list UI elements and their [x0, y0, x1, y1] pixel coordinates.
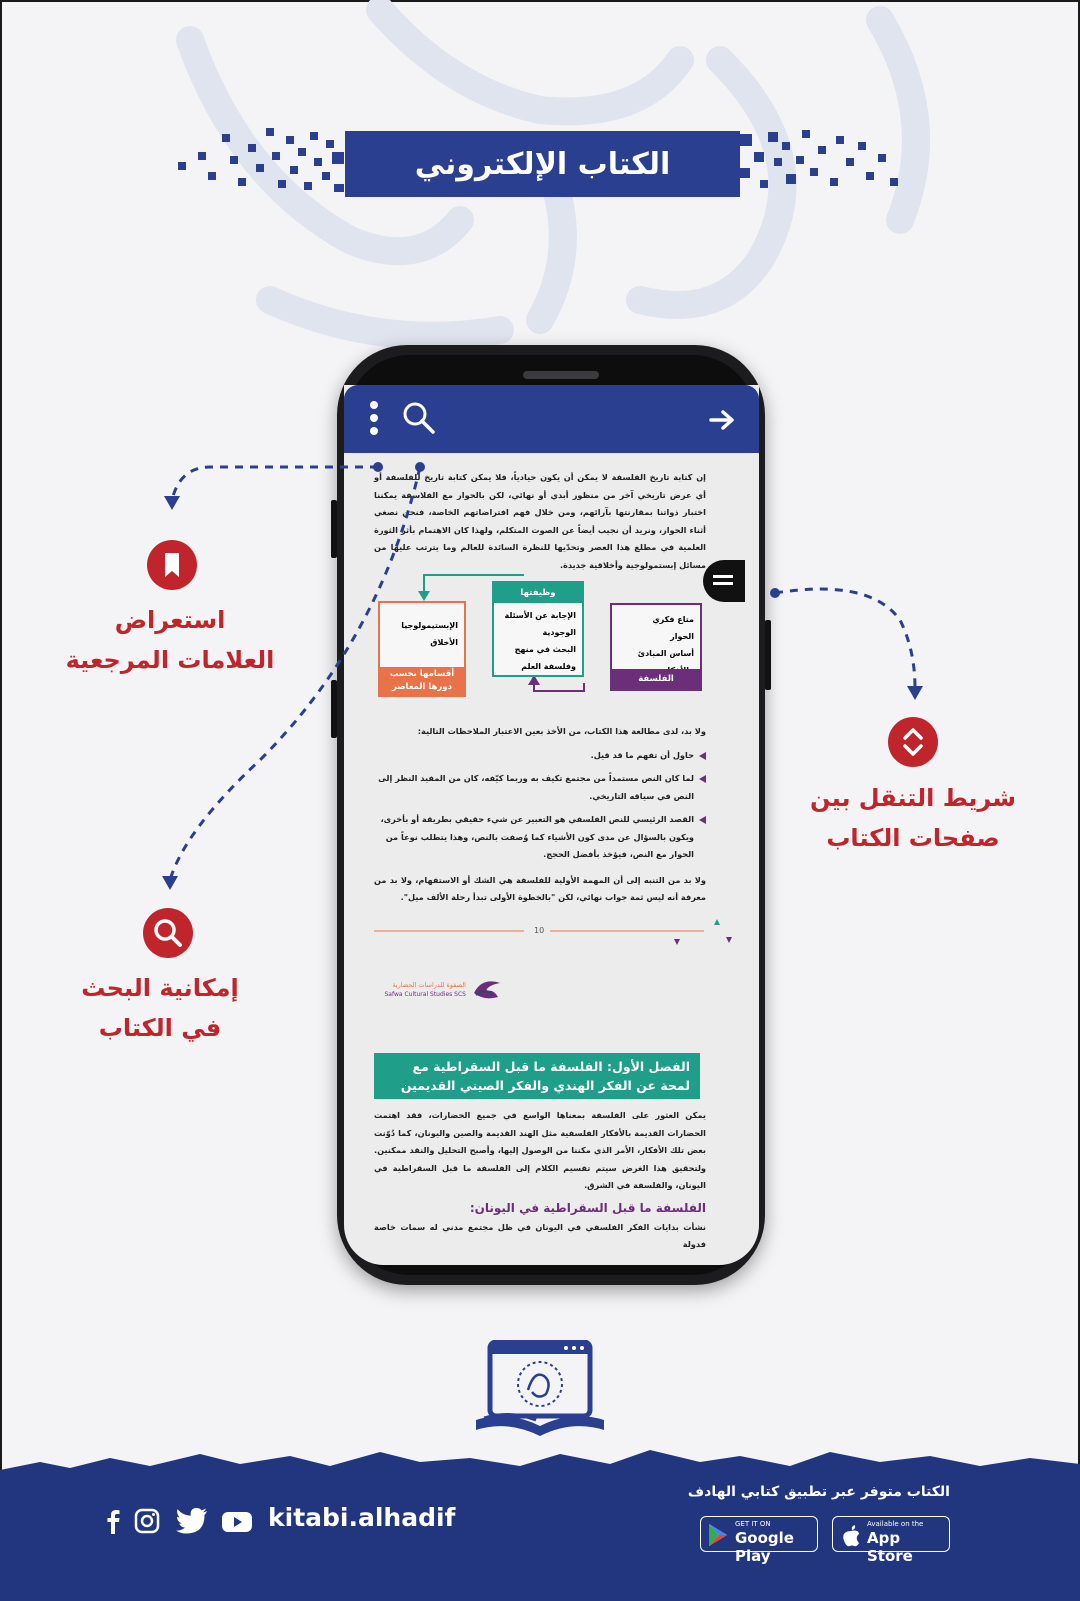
search-feature-badge — [143, 908, 193, 958]
page2-paragraph: يمكن العثور على الفلسفة بمعناها الواسع في جميع الحضارات، فقد اهتمت الحضارات القديمة بالأفكار الفلسفية مثل الهند القديمة والصين واليونان، كما دُوّنت بعض تلك الأفكار، الأمر الذي مكننا من الوصول إليها، وأصبح التحليل والنقد ممكنين. ولتحقيق هذا الغرض سيتم تقسيم الكلام إلى الفلسفة ما قبل السقراطية في اليونان، والفلسفة في الشرق. — [374, 1110, 706, 1190]
page1-paragraph: إن كتابة تاريخ الفلسفة لا يمكن أن يكون حيادياً، فلا يمكن كتابة تاريخ للفلسفة أو أي عرض تاريخي آخر من منظور أبدي أو نهائي، لكن بالحوار مع الفلاسفة يمكننا اختبار ذواتنا بمقارنتها بآرائهم، ومن خلال فهم افتراضاتهم الخاصة، فنحن نصغي أثناء الحوار، ونريد أن نجيب أيضاً عن الصوت المتكلم، ولهذا كان الاهتمام بأثر الثورة العلمية في مطلع هذا العصر وتحدّيها للنظرة السائدة للعالم وما يترتب عليها من مسائل إبستمولوجية وأخلاقية جديدة. — [374, 472, 706, 570]
google-play-icon — [707, 1523, 729, 1547]
apple-icon — [841, 1523, 861, 1547]
diagram-box-title: وظيفتها — [494, 583, 582, 603]
list-item: القصد الرئيسي للنص الفلسفي هو التعبير عن شيء حقيقي بطريقة أو بأخرى، ويكون بالسؤال عن مدى كون الأشياء كما وُصفت بالنص، وهذا يتطلب نوعاً من الحوار مع النص، فيؤخذ بأفضل الحجج. — [374, 811, 706, 864]
list-item: لما كان النص مستمداً من مجتمع تكيف به وربما كيّفه، كان من المفيد النظر إلى النص في سياقه التاريخي. — [374, 770, 706, 805]
app-availability-text: الكتاب متوفر عبر تطبيق كتابي الهادف — [687, 1484, 950, 1500]
diagram-item: الإبستيمولوجيا — [401, 621, 458, 630]
search-icon — [143, 908, 193, 958]
instagram-icon[interactable] — [134, 1508, 160, 1534]
search-feature-label — [30, 968, 290, 1048]
diagram-box-title: الفلسفة — [612, 669, 700, 689]
page-number: 10 — [534, 926, 545, 935]
closing-paragraph: ولا بد من التنبه إلى أن المهمة الأولية للفلسفة هي الشك أو الاستفهام، ولا بد من معرفة أنه ليس ثمة جواب نهائي، لكن "بالخطوة الأولى تبدأ رحلة الألف ميل". — [374, 874, 706, 902]
page2-last-line: نشأت بدايات الفكر الفلسفي في اليونان في ظل مجتمع مدني له سمات خاصة فدولة — [374, 1221, 706, 1249]
diagram-box-title: أقسامها بحسب دورها المعاصر — [380, 667, 464, 695]
youtube-icon[interactable] — [222, 1508, 252, 1534]
google-play-small: GET IT ON — [735, 1520, 771, 1528]
bookmarks-label-line2: العلامات المرجعية — [65, 646, 275, 674]
app-store-small: Available on the — [867, 1520, 924, 1528]
twitter-icon[interactable] — [176, 1508, 208, 1534]
diagram-item: الأخلاق — [430, 638, 458, 647]
facebook-icon[interactable] — [100, 1508, 126, 1534]
bookmark-icon — [147, 540, 197, 590]
diagram-item: البحث في منهج وفلسفة العلم — [514, 645, 576, 671]
navigation-label-line2: صفحات الكتاب — [826, 824, 1000, 852]
diagram-item: متاع فكري — [652, 615, 694, 624]
navigation-feature-label — [783, 778, 1043, 858]
up-down-chevrons-icon — [888, 717, 938, 767]
diagram-item: الحوار — [670, 632, 694, 641]
app-store-button[interactable] — [832, 1516, 950, 1565]
chapter-heading: الفصل الأول: الفلسفة ما قبل السقراطية مع لمحة عن الفكر الهندي والفكر الصيني القديمين — [374, 1053, 700, 1099]
notes-intro: ولا بد، لدى مطالعة هذا الكتاب، من الأخذ بعين الاعتبار الملاحظات التالية: — [417, 726, 706, 736]
kitabi-logo — [470, 1340, 610, 1440]
navigation-label-line1: شريط التنقل بين — [810, 784, 1016, 812]
page2-subheading: الفلسفة ما قبل السقراطية في اليونان: — [469, 1200, 706, 1215]
bookmark-feature-badge — [147, 540, 197, 590]
search-label-line1: إمكانية البحث — [81, 974, 239, 1002]
bookmarks-label-line1: استعراض — [114, 606, 226, 634]
diagram-item: الإجابة عن الأسئلة الوجودية — [504, 611, 576, 637]
diagram-item: أساس المبادئ — [637, 649, 694, 658]
list-item: حاول أن تفهم ما قد قيل. — [374, 747, 706, 765]
google-play-big: Google Play — [735, 1529, 794, 1565]
search-label-line2: في الكتاب — [98, 1014, 222, 1042]
bookmarks-feature-label — [40, 600, 300, 680]
publisher-name-ar: الصفوة للدراسات الحضارية — [392, 981, 466, 989]
banner-title: الكتاب الإلكتروني — [414, 146, 671, 182]
google-play-button[interactable] — [700, 1516, 818, 1565]
app-store-big: App Store — [867, 1529, 913, 1565]
publisher-name-en: Safwa Cultural Studies SCS — [384, 991, 466, 998]
navigation-feature-badge — [888, 717, 938, 767]
social-handle[interactable]: kitabi.alhadif — [268, 1503, 456, 1532]
